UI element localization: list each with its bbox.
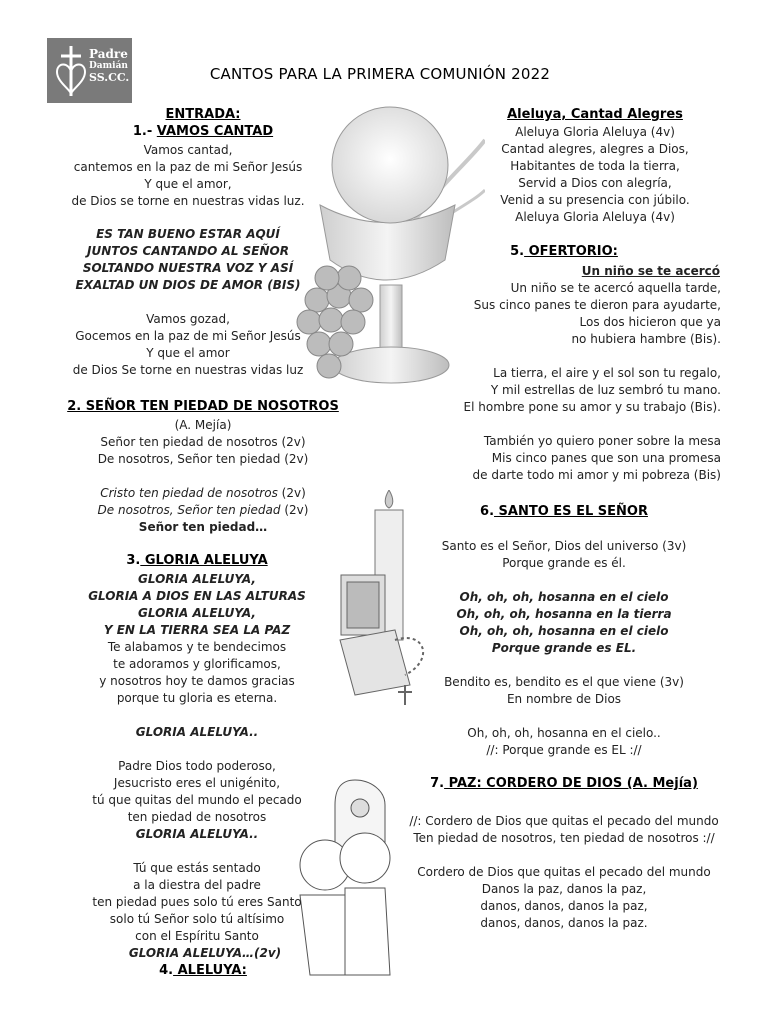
song2-line-text: De nosotros, Señor ten piedad xyxy=(97,503,281,517)
song7-line: //: Cordero de Dios que quitas el pecado del mundo xyxy=(409,814,719,828)
song5-number: 5. xyxy=(510,244,525,259)
page-title: CANTOS PARA LA PRIMERA COMUNIÓN 2022 xyxy=(209,65,551,83)
song5-line: También yo quiero poner sobre la mesa xyxy=(483,434,721,448)
song1-line: Y que el amor xyxy=(146,346,230,360)
song6-line: //: Porque grande es EL :// xyxy=(486,743,642,757)
song2-repeat: (2v) xyxy=(277,486,306,500)
song3-line: te adoramos y glorificamos, xyxy=(113,657,281,671)
song3-chorus-line: GLORIA ALELUYA, xyxy=(138,606,256,620)
song6-chorus-line: Oh, oh, oh, hosanna en el cielo xyxy=(459,624,669,638)
song7-heading xyxy=(430,776,698,792)
song2-line: Señor ten piedad de nosotros (2v) xyxy=(100,435,306,449)
song7-number: 7. xyxy=(430,776,445,791)
song1-line: Gocemos en la paz de mi Señor Jesús xyxy=(75,329,301,343)
song1-title: VAMOS CANTAD xyxy=(156,124,274,139)
song5-heading xyxy=(510,244,618,260)
song7-line: Ten piedad de nosotros, ten piedad de nosotros :// xyxy=(413,831,715,845)
aleluya-line: Venid a su presencia con júbilo. xyxy=(500,193,690,207)
song3-line: con el Espíritu Santo xyxy=(135,929,259,943)
logo-line3: SS.CC. xyxy=(89,71,130,84)
song6-title: SANTO ES EL SEÑOR xyxy=(494,504,648,519)
song1-chorus-line: JUNTOS CANTANDO AL SEÑOR xyxy=(87,244,289,258)
song3-title: GLORIA ALELUYA xyxy=(140,553,268,568)
aleluya-line: Habitantes de toda la tierra, xyxy=(510,159,680,173)
song6-line: Santo es el Señor, Dios del universo (3v) xyxy=(441,539,687,553)
song7-line: danos, danos, danos la paz. xyxy=(480,916,648,930)
song6-heading xyxy=(480,504,648,520)
song3-chorus-line: GLORIA ALELUYA, xyxy=(138,572,256,586)
song1-line: de Dios se torne en nuestras vidas luz. xyxy=(71,194,305,208)
children-window-illustration xyxy=(290,770,420,980)
song3-line: tú que quitas del mundo el pecado xyxy=(92,793,302,807)
logo-line1: Padre xyxy=(89,47,128,61)
aleluya-line: Aleluya Gloria Aleluya (4v) xyxy=(515,210,675,224)
song2-line xyxy=(100,485,306,501)
song5-line: El hombre pone su amor y su trabajo (Bis). xyxy=(463,400,721,414)
song2-line-text: Cristo ten piedad de nosotros xyxy=(100,486,278,500)
song4-title: ALELUYA: xyxy=(173,963,247,978)
song3-line: solo tú Señor solo tú altísimo xyxy=(109,912,285,926)
song1-line: Vamos cantad, xyxy=(143,143,233,157)
song3-refrain: GLORIA ALELUYA.. xyxy=(135,827,259,841)
song7-line: Cordero de Dios que quitas el pecado del mundo xyxy=(417,865,711,879)
song2-ending: Señor ten piedad… xyxy=(138,520,268,534)
song4-heading xyxy=(159,963,247,979)
song6-line: Oh, oh, oh, hosanna en el cielo.. xyxy=(467,726,661,740)
song7-line: danos, danos, danos la paz, xyxy=(480,899,648,913)
song1-chorus-line: ES TAN BUENO ESTAR AQUÍ xyxy=(96,227,280,241)
aleluya-line: Aleluya Gloria Aleluya (4v) xyxy=(515,125,675,139)
parish-logo xyxy=(47,38,132,103)
logo-line2: Damián xyxy=(89,61,128,71)
song3-line: Te alabamos y te bendecimos xyxy=(107,640,287,654)
song5-line: La tierra, el aire y el sol son tu regalo, xyxy=(493,366,721,380)
song5-title: OFERTORIO: xyxy=(524,244,618,259)
aleluya-line: Servid a Dios con alegría, xyxy=(518,176,672,190)
song1-line: de Dios Se torne en nuestras vidas luz xyxy=(72,363,304,377)
song6-chorus-line: Oh, oh, oh, hosanna en el cielo xyxy=(459,590,669,604)
song3-chorus-line: Y EN LA TIERRA SEA LA PAZ xyxy=(103,623,291,637)
song1-chorus-line: EXALTAD UN DIOS DE AMOR (BIS) xyxy=(75,278,301,292)
song6-line: Porque grande es él. xyxy=(502,556,626,570)
song5-line: Sus cinco panes te dieron para ayudarte, xyxy=(473,298,721,312)
song5-line: de darte todo mi amor y mi pobreza (Bis) xyxy=(472,468,721,482)
song3-refrain: GLORIA ALELUYA…(2v) xyxy=(128,946,282,960)
song5-line: Los dos hicieron que ya xyxy=(579,315,721,329)
song3-chorus-line: GLORIA A DIOS EN LAS ALTURAS xyxy=(88,589,306,603)
entrada-heading: ENTRADA: xyxy=(165,107,241,122)
song4-number: 4. xyxy=(159,963,174,978)
song2-title: 2. SEÑOR TEN PIEDAD DE NOSOTROS xyxy=(67,399,339,414)
song6-line: Bendito es, bendito es el que viene (3v) xyxy=(444,675,684,689)
song3-line: Tú que estás sentado xyxy=(133,861,261,875)
song2-line: De nosotros, Señor ten piedad (2v) xyxy=(97,452,309,466)
song2-repeat: (2v) xyxy=(280,503,309,517)
song5-line: Un niño se te acercó aquella tarde, xyxy=(510,281,721,295)
song3-line: porque tu gloria es eterna. xyxy=(116,691,278,705)
song6-number: 6. xyxy=(480,504,495,519)
song6-line: En nombre de Dios xyxy=(506,692,622,706)
song1-number: 1.- xyxy=(132,124,157,139)
song2-author: (A. Mejía) xyxy=(174,418,232,432)
song3-number: 3. xyxy=(126,553,141,568)
song2-heading xyxy=(67,399,339,415)
candle-bible-rosary-illustration xyxy=(335,490,455,715)
song5-line: Y mil estrellas de luz sembró tu mano. xyxy=(490,383,721,397)
song3-heading xyxy=(126,553,267,569)
song6-chorus-line: Oh, oh, oh, hosanna en la tierra xyxy=(456,607,672,621)
chalice-host-illustration xyxy=(295,100,485,395)
song5-line: no hubiera hambre (Bis). xyxy=(571,332,721,346)
song5-line: Mis cinco panes que son una promesa xyxy=(491,451,721,465)
song1-line: Y que el amor, xyxy=(144,177,232,191)
song1-line: Vamos gozad, xyxy=(146,312,230,326)
aleluya-line: Cantad alegres, alegres a Dios, xyxy=(501,142,689,156)
song7-line: Danos la paz, danos la paz, xyxy=(481,882,647,896)
song1-chorus-line: SOLTANDO NUESTRA VOZ Y ASÍ xyxy=(82,261,294,275)
aleluya-title: Aleluya, Cantad Alegres xyxy=(507,107,683,122)
song1-line: cantemos en la paz de mi Señor Jesús xyxy=(73,160,303,174)
song3-line: Padre Dios todo poderoso, xyxy=(118,759,276,773)
song2-line xyxy=(98,502,309,518)
song3-line: y nosotros hoy te damos gracias xyxy=(99,674,295,688)
song3-refrain: GLORIA ALELUYA.. xyxy=(135,725,259,739)
song3-line: ten piedad de nosotros xyxy=(127,810,267,824)
song5-subtitle: Un niño se te acercó xyxy=(581,264,720,278)
song3-line: a la diestra del padre xyxy=(133,878,261,892)
song3-line: Jesucristo eres el unigénito, xyxy=(113,776,281,790)
song1-heading xyxy=(133,124,273,140)
song6-chorus-line: Porque grande es EL. xyxy=(491,641,637,655)
song7-title: PAZ: CORDERO DE DIOS (A. Mejía) xyxy=(444,776,698,791)
song3-line: ten piedad pues solo tú eres Santo xyxy=(92,895,302,909)
